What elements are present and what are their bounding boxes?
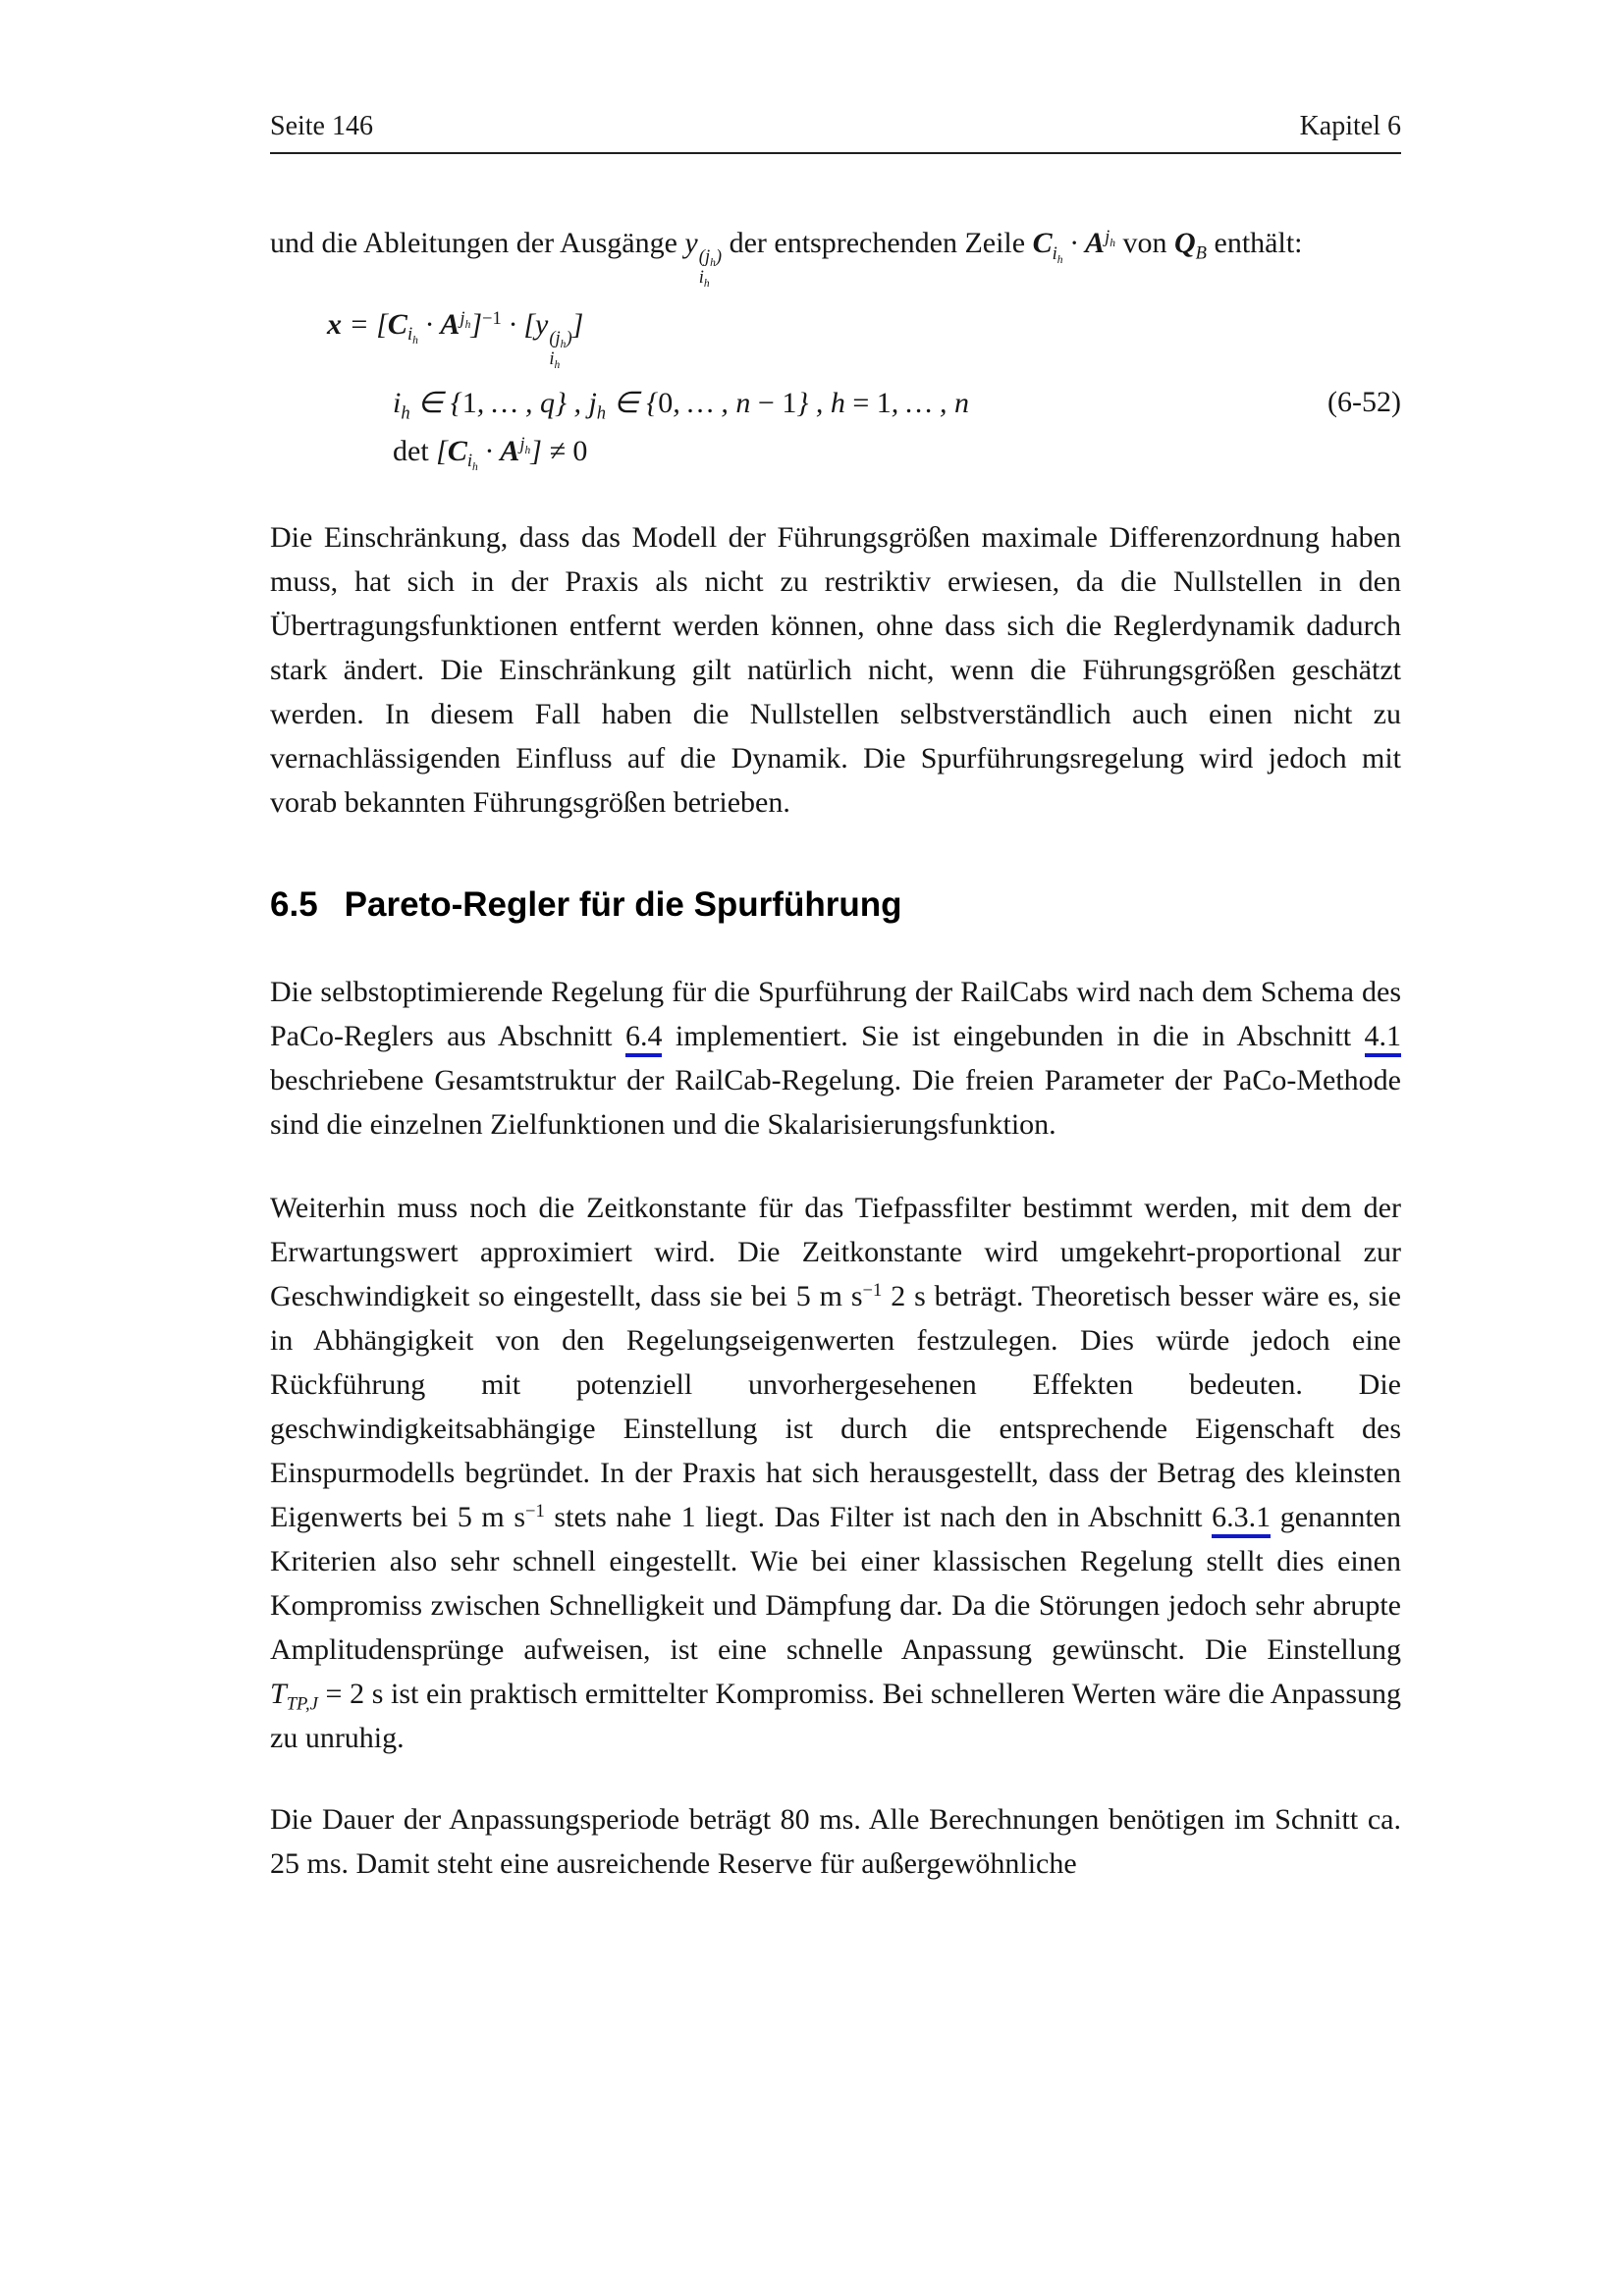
math-supsub: $(j_h)$ $i_h$ xyxy=(698,246,723,291)
math-supsub: $(j_h)$ $i_h$ xyxy=(549,328,572,371)
paragraph-2: Die selbstoptimierende Regelung für die Spurführung der RailCabs wird nach dem Schema des PaCo-Reglers aus Abschnitt 6.4 implementiert. Sie ist eingebunden in die in Abschnitt 4.1 beschriebene Gesamtstruktur der RailCab-Regelung. Die freien Parameter der PaCo-Methode sind die einzelnen Zielfunktionen und die Skalarisierungsfunktion. xyxy=(270,975,1401,1141)
inline-math: $C_{i_h} \cdot A^{j_h}$ xyxy=(1032,226,1115,266)
header-rule xyxy=(270,152,1401,154)
cross-reference-link[interactable]: 4.1 xyxy=(1365,1020,1402,1057)
inline-math: $\det [C_{i_h} \cdot A^{j_h}] \ne 0$ xyxy=(393,434,588,474)
inline-math: $Q_B$ xyxy=(1174,227,1208,264)
inline-math: $i_h$ ∈ {1, … , q} , $j_h$ ∈ {0, … , n − 1} , h = 1, … , n xyxy=(393,386,969,424)
page-number-label: Seite 146 xyxy=(270,111,373,141)
inline-math: 2 s xyxy=(891,1279,926,1312)
inline-math: y $(j_h)$ $i_h$ xyxy=(684,227,723,291)
inline-math: $x = [C_{i_h} \cdot A^{j_h}]^{-1} \cdot [y$ $(j_h)$ $i_h$ ] xyxy=(327,307,584,371)
paragraph-intro: und die Ableitungen der Ausgänge y $(j_h)$ $i_h$ der entsprechenden Zeile $C_{i_h} \cdot A^{j_h}$ von $Q_B$ enthält: xyxy=(270,226,1303,291)
cross-reference-link[interactable]: 6.4 xyxy=(625,1020,663,1057)
equation-line-2 xyxy=(393,386,969,424)
chapter-label: Kapitel 6 xyxy=(1299,111,1401,141)
paragraph-3: Weiterhin muss noch die Zeitkonstante für das Tiefpassfilter bestimmt werden, mit dem der Erwartungswert approximiert wird. Die Zeitkonstante wird umgekehrt-proportional zur Geschwindigkeit so eingestellt, dass sie bei 5 m $s^{-1}$ 2 s beträgt. Theoretisch besser wäre es, sie in Abhängigkeit von den Regelungseigenwerten festzulegen. Dies würde jedoch eine Rückführung mit potenziell unvorhergesehenen Effekten bedeuten. Die geschwindigkeitsabhängige Einstellung ist durch die entsprechende Eigenschaft des Einspurmodells begründet. In der Praxis hat sich herausgestellt, dass der Betrag des kleinsten Eigenwerts bei 5 m $s^{-1}$ stets nahe 1 liegt. Das Filter ist nach den in Abschnitt 6.3.1 genannten Kriterien also sehr schnell eingestellt. Wie bei einer klassischen Regelung stellt dies einen Kompromiss zwischen Schnelligkeit und Dämpfung dar. Da die Störungen jedoch sehr abrupte Amplitudensprünge aufweisen, ist eine schnelle Anpassung gewünscht. Die Einstellung $T_{TP,J} = 2$ s ist ein praktisch ermittelter Kompromiss. Bei schnelleren Werten wäre die Anpassung zu unruhig. xyxy=(270,1191,1402,1754)
paragraph-4: Die Dauer der Anpassungsperiode beträgt 80 ms. Alle Berechnungen benötigen im Schnitt ca. 25 ms. Damit steht eine ausreichende Reserve für außergewöhnliche xyxy=(270,1802,1401,1880)
section-title: Pareto-Regler für die Spurführung xyxy=(344,884,902,924)
document-page xyxy=(270,0,1401,1886)
inline-math: $T_{TP,J} = 2$ s xyxy=(270,1677,384,1715)
inline-math: 5 m $s^{-1}$ xyxy=(795,1279,883,1312)
cross-reference-link[interactable]: 6.3.1 xyxy=(1212,1501,1271,1538)
equation-block xyxy=(270,307,1401,474)
equation-number: (6-52) xyxy=(1327,386,1401,419)
equation-row-2 xyxy=(270,386,1401,424)
paragraph-1: Die Einschränkung, dass das Modell der Führungsgrößen maximale Differenzordnung haben muss, hat sich in der Praxis als nicht zu restriktiv erwiesen, da die Nullstellen in den Übertragungsfunktionen entfernt werden können, ohne dass sich die Reglerdynamik dadurch stark ändert. Die Einschränkung gilt natürlich nicht, wenn die Führungsgrößen geschätzt werden. In diesem Fall haben die Nullstellen selbstverständlich auch einen nicht zu vernachlässigenden Einfluss auf die Dynamik. Die Spurführungsregelung wird jedoch mit vorab bekannten Führungsgrößen betrieben. xyxy=(270,520,1401,819)
equation-line-3 xyxy=(393,434,1401,474)
equation-line-1 xyxy=(327,308,1401,370)
page-header xyxy=(270,0,1401,143)
section-number: 6.5 xyxy=(270,884,318,924)
inline-math: 5 m $s^{-1}$ xyxy=(457,1500,545,1533)
section-heading xyxy=(270,885,1401,925)
